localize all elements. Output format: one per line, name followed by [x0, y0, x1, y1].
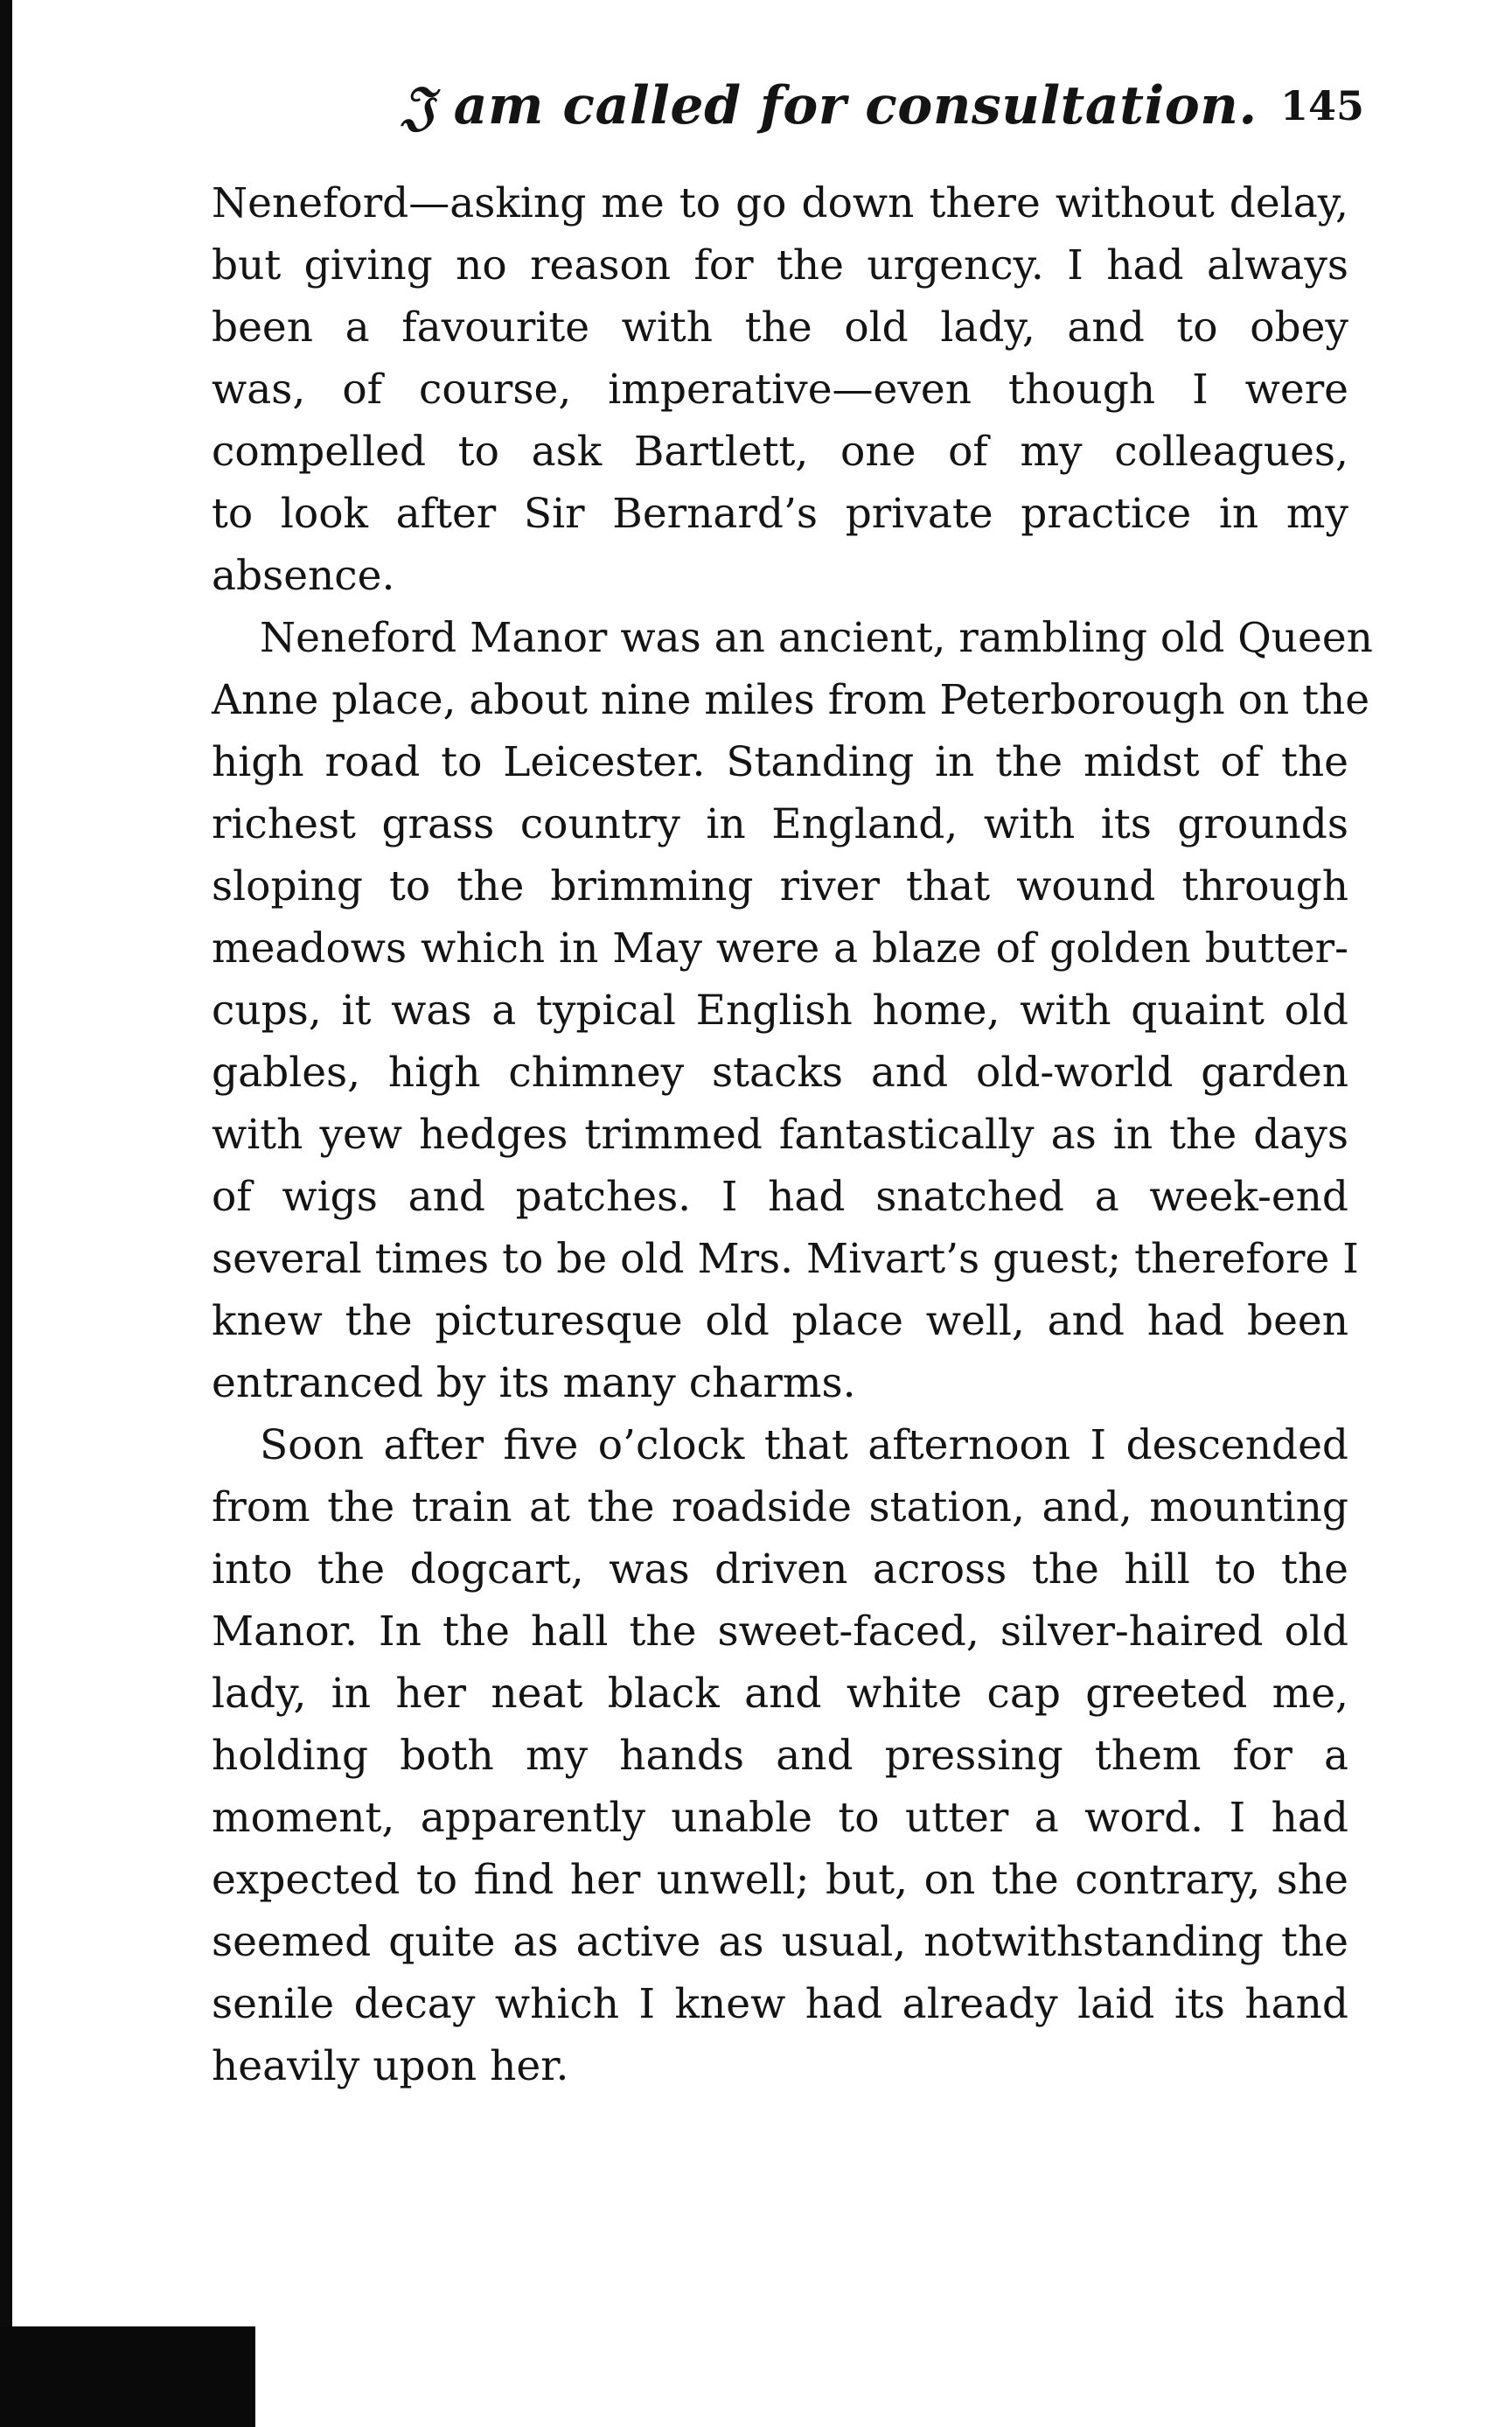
text-line: to look after Sir Bernard’s private practice in my [212, 490, 1348, 538]
text-line: senile decay which I knew had already laid its hand [212, 1980, 1348, 2028]
scan-bottom-block [0, 2326, 255, 2427]
text-line: but giving no reason for the urgency. I had always [212, 241, 1348, 289]
text-line: seemed quite as active as usual, notwithstanding the [212, 1918, 1348, 1966]
text-line: absence. [212, 552, 395, 600]
scan-left-edge [0, 0, 12, 2427]
text-line: was, of course, imperative—even though I were [212, 366, 1348, 414]
text-line: knew the picturesque old place well, and had been [212, 1297, 1348, 1345]
running-head [210, 75, 1364, 154]
text-line: moment, apparently unable to utter a word. I had [212, 1794, 1348, 1842]
paragraph-1 [212, 172, 1348, 607]
text-line: from the train at the roadside station, and, mounting [212, 1483, 1348, 1531]
text-line: of wigs and patches. I had snatched a week-end [212, 1173, 1348, 1221]
paragraph-2 [212, 607, 1373, 1414]
running-title: 𝔍 am called for consultation. [402, 75, 1258, 136]
text-line: Neneford Manor was an ancient, rambling old Queen [260, 614, 1373, 662]
text-line: sloping to the brimming river that wound through [212, 862, 1348, 910]
text-line: entranced by its many charms. [212, 1359, 856, 1407]
text-line: richest grass country in England, with its grounds [212, 800, 1348, 848]
text-line: Manor. In the hall the sweet-faced, silver-haired old [212, 1608, 1348, 1656]
text-line: Neneford—asking me to go down there without delay, [212, 179, 1348, 227]
body-text [212, 172, 1373, 2097]
text-line: Anne place, about nine miles from Peterborough on the [212, 676, 1370, 724]
text-line: with yew hedges trimmed fantastically as in the days [212, 1111, 1348, 1159]
text-line: Soon after five o’clock that afternoon I descended [260, 1421, 1348, 1469]
text-line: cups, it was a typical English home, with quaint old [212, 987, 1348, 1035]
page-number: 145 [1279, 82, 1364, 129]
text-line: high road to Leicester. Standing in the midst of the [212, 738, 1348, 786]
text-line: several times to be old Mrs. Mivart’s guest; therefore I [212, 1235, 1359, 1283]
text-line: gables, high chimney stacks and old-world garden [212, 1049, 1348, 1097]
text-line: compelled to ask Bartlett, one of my colleagues, [212, 428, 1348, 476]
text-line: expected to find her unwell; but, on the contrary, she [212, 1856, 1348, 1904]
paragraph-3 [212, 1414, 1348, 2097]
text-line: meadows which in May were a blaze of golden butter- [212, 924, 1348, 973]
text-line: been a favourite with the old lady, and to obey [212, 303, 1348, 352]
text-line: heavily upon her. [212, 2042, 569, 2090]
text-line: into the dogcart, was driven across the hill to the [212, 1545, 1348, 1594]
text-line: lady, in her neat black and white cap greeted me, [212, 1670, 1348, 1718]
text-line: holding both my hands and pressing them for a [212, 1732, 1348, 1780]
